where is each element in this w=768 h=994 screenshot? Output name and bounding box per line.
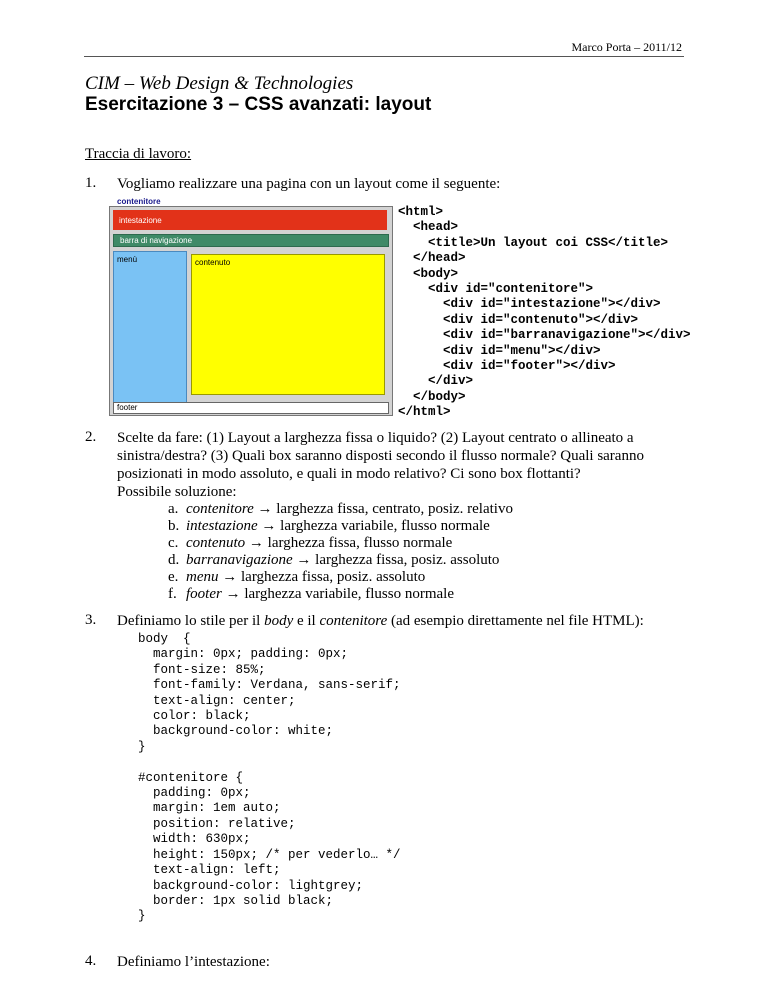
solution-label: Possibile soluzione: bbox=[117, 484, 237, 500]
figure-label-barra: barra di navigazione bbox=[120, 236, 193, 245]
figure-box-menu bbox=[113, 251, 187, 403]
figure-label-contenitore: contenitore bbox=[117, 197, 161, 206]
course-title: CIM – Web Design & Technologies bbox=[85, 73, 354, 94]
item-number-2: 2. bbox=[85, 429, 97, 445]
figure-box-contenuto bbox=[191, 254, 385, 395]
arrow-icon: → bbox=[257, 501, 273, 517]
solution-item: c. contenuto → larghezza fissa, flusso normale bbox=[168, 535, 453, 551]
arrow-icon: → bbox=[296, 552, 312, 568]
layout-figure bbox=[109, 206, 393, 416]
figure-label-footer: footer bbox=[117, 403, 138, 412]
item-text-3: Definiamo lo stile per il body e il contenitore (ad esempio direttamente nel file HTML): bbox=[117, 613, 644, 629]
item-text-2-line-3: posizionati in modo assoluto, e quali in modo relativo? Ci sono box flottanti? bbox=[117, 466, 581, 482]
running-head: Marco Porta – 2011/12 bbox=[571, 40, 682, 54]
figure-box-footer bbox=[113, 402, 389, 414]
arrow-icon: → bbox=[248, 535, 264, 551]
item-text-2-line-1: Scelte da fare: (1) Layout a larghezza fissa o liquido? (2) Layout centrato o allineato a bbox=[117, 430, 634, 446]
figure-box-intestazione bbox=[113, 210, 387, 230]
figure-label-intestazione: intestazione bbox=[119, 216, 162, 225]
item-text-1: Vogliamo realizzare una pagina con un layout come il seguente: bbox=[117, 176, 501, 192]
section-heading: Traccia di lavoro: bbox=[85, 146, 192, 162]
figure-label-menu: menù bbox=[117, 255, 138, 264]
item-number-4: 4. bbox=[85, 953, 97, 969]
solution-item: f. footer → larghezza variabile, flusso normale bbox=[168, 586, 454, 602]
figure-label-contenuto: contenuto bbox=[195, 258, 231, 267]
item-number-3: 3. bbox=[85, 612, 97, 628]
arrow-icon: → bbox=[261, 518, 277, 534]
arrow-icon: → bbox=[222, 569, 238, 585]
solution-item: e. menu → larghezza fissa, posiz. assoluto bbox=[168, 569, 426, 585]
item-text-4: Definiamo l’intestazione: bbox=[117, 954, 270, 970]
exercise-title: Esercitazione 3 – CSS avanzati: layout bbox=[85, 94, 432, 115]
figure-box-barra bbox=[113, 234, 389, 247]
css-code-block: body { margin: 0px; padding: 0px; font-size: 85%; font-family: Verdana, sans-serif; text-align: center; color: black; background-color: white; } #contenitore { padding: 0px; margin: 1em auto; position: relative; width: 630px; height: 150px; /* per vederlo… */ text-align: left; background-color: lightgrey; border: 1px solid black; } bbox=[138, 632, 401, 924]
arrow-icon: → bbox=[225, 586, 241, 602]
header-rule bbox=[84, 56, 684, 57]
solution-item: a. contenitore → larghezza fissa, centrato, posiz. relativo bbox=[168, 501, 513, 517]
html-code-block: <html> <head> <title>Un layout coi CSS</title> </head> <body> <div id="contenitore"> <div id="intestazione"></div> <div id="contenuto"></div> <div id="barranavigazione"></div> <div id="menu"></div> <div id="footer"></div> </div> </body> </html> bbox=[398, 205, 691, 420]
solution-item: d. barranavigazione → larghezza fissa, posiz. assoluto bbox=[168, 552, 500, 568]
item-number-1: 1. bbox=[85, 175, 97, 191]
item-text-2-line-2: sinistra/destra? (3) Quali box saranno disposti secondo il flusso normale? Quali saranno bbox=[117, 448, 644, 464]
solution-item: b. intestazione → larghezza variabile, flusso normale bbox=[168, 518, 490, 534]
